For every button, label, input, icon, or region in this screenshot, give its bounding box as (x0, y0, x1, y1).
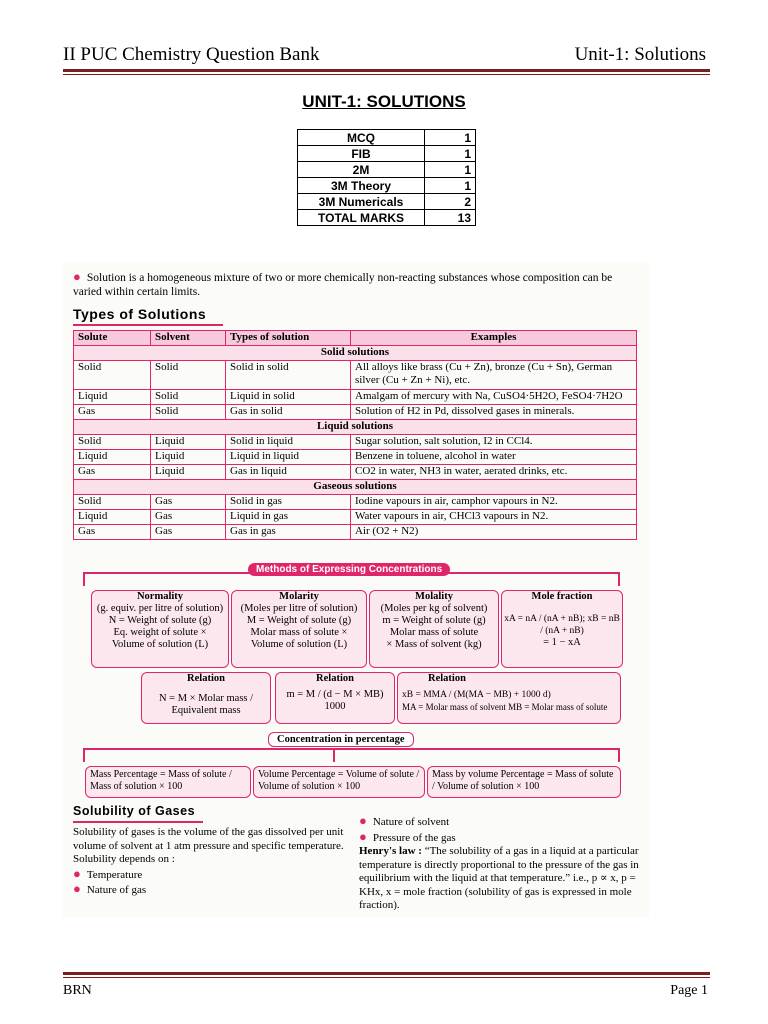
gases-title: Solubility of Gases (73, 804, 196, 818)
cell: Sugar solution, salt solution, I2 in CCl4. (351, 435, 637, 450)
cell: Gas (151, 510, 226, 525)
cell: Liquid in gas (226, 510, 351, 525)
relation-box-3 (397, 672, 621, 724)
pct-formula: = Mass of solute / Mass of solution × 100 (90, 769, 232, 792)
formula-line: = 1 − xA (543, 637, 581, 648)
cell: Liquid (151, 465, 226, 480)
cell: Liquid (74, 450, 151, 465)
cell: Liquid (74, 390, 151, 405)
formula-line: × Mass of solvent (kg) (386, 639, 482, 650)
types-title: Types of Solutions (73, 306, 207, 322)
connector-line (83, 748, 85, 762)
depends-label: Solubility depends on : (73, 853, 175, 865)
henry-text: “The solubility of a gas in a liquid at a particular temperature is directly proportional to the pressure of the gas in equilibrium with the liquid at that temperature.” i.e., p ∝ x, p = KHx, x = mole fraction (solubility of gas is expressed in mole fraction). (359, 845, 639, 911)
cell: Gas in liquid (226, 465, 351, 480)
connector-line (83, 748, 619, 750)
cell: Gas (74, 525, 151, 540)
table-row (74, 495, 637, 510)
table-row (298, 146, 476, 162)
pct-label: Mass by volume Percentage (432, 769, 545, 780)
page-header (63, 44, 706, 70)
footer-left: BRN (63, 983, 92, 998)
formula-line: M = Weight of solute (g) (246, 615, 352, 626)
box-title: Relation (316, 673, 354, 684)
cell: Solid in solid (226, 361, 351, 390)
pct-formula: = Mass of solute / Volume of solution × 100 (432, 769, 614, 792)
table-row (74, 361, 637, 390)
col-header: Solvent (151, 331, 226, 346)
group-row (74, 420, 637, 435)
henry-label: Henry's law : (359, 845, 422, 857)
header-left: II PUC Chemistry Question Bank (63, 44, 320, 65)
table-row (298, 162, 476, 178)
table-row (74, 450, 637, 465)
methods-title: Methods of Expressing Concentrations (248, 563, 450, 576)
textbook-excerpt (63, 262, 649, 917)
table-row (298, 130, 476, 146)
table-row (74, 525, 637, 540)
marks-value: 1 (425, 146, 476, 162)
cell: Air (O2 + N2) (351, 525, 637, 540)
box-title: Molarity (279, 591, 319, 602)
footer-rule-thin (63, 977, 710, 978)
table-row (74, 390, 637, 405)
table-row (74, 510, 637, 525)
formula-line: Eq. weight of solute × (113, 627, 207, 638)
connector-line (83, 572, 85, 586)
cell: Solid in liquid (226, 435, 351, 450)
pct-label: Volume Percentage (258, 769, 336, 780)
cell: Solid (151, 405, 226, 420)
formula-line: Molar mass of solute (389, 627, 479, 638)
gases-left-column (73, 826, 351, 898)
marks-label: TOTAL MARKS (298, 210, 425, 226)
box-title: Relation (428, 673, 466, 684)
marks-value: 1 (425, 178, 476, 194)
cell: Gas (74, 465, 151, 480)
formula-line: xA = nA / (nA + nB); xB = nB / (nA + nB) (504, 614, 620, 636)
box-subtitle: (Moles per kg of solvent) (380, 603, 488, 614)
group-label: Gaseous solutions (74, 480, 637, 495)
concentration-percentage-label: Concentration in percentage (268, 732, 414, 747)
page-number: Page 1 (670, 983, 708, 998)
cell: All alloys like brass (Cu + Zn), bronze (Cu + Sn), German silver (Cu + Zn + Ni), etc. (351, 361, 637, 390)
cell: Water vapours in air, CHCl3 vapours in N2. (351, 510, 637, 525)
cell: Gas (74, 405, 151, 420)
pct-formula: = Volume of solute / Volume of solution × 100 (258, 769, 420, 792)
cell: Gas in gas (226, 525, 351, 540)
formula-line: xB = MMA / (M(MA − MB) + 1000 d) (402, 690, 551, 700)
header-right: Unit-1: Solutions (574, 44, 706, 65)
bullet-icon: ● (359, 828, 367, 844)
group-row (74, 480, 637, 495)
pct-label: Mass Percentage (90, 769, 158, 780)
normality-box (91, 590, 229, 668)
mass-by-volume-box (427, 766, 621, 798)
cell: Solid (151, 390, 226, 405)
cell: Gas in solid (226, 405, 351, 420)
formula-line: Molar mass of solute × (250, 627, 348, 638)
marks-value: 2 (425, 194, 476, 210)
box-subtitle: (Moles per litre of solution) (240, 603, 358, 614)
header-rule-thin (63, 74, 710, 75)
cell: Solid (74, 361, 151, 390)
box-title: Mole fraction (531, 591, 593, 602)
molarity-box (231, 590, 367, 668)
formula-note: MA = Molar mass of solvent MB = Molar mass of solute (402, 702, 608, 712)
intro-paragraph (73, 270, 643, 299)
list-item-text: Nature of solvent (372, 816, 450, 828)
cell: Liquid (151, 450, 226, 465)
relation-box-2 (275, 672, 395, 724)
connector-line (618, 748, 620, 762)
relation-box-1 (141, 672, 271, 724)
group-label: Liquid solutions (74, 420, 637, 435)
connector-line (333, 748, 335, 762)
box-subtitle: (g. equiv. per litre of solution) (96, 603, 224, 614)
cell: CO2 in water, NH3 in water, aerated drinks, etc. (351, 465, 637, 480)
mass-percentage-box (85, 766, 251, 798)
table-header-row (74, 331, 637, 346)
bullet-icon: ● (73, 865, 81, 881)
cell: Benzene in toluene, alcohol in water (351, 450, 637, 465)
list-item (359, 814, 643, 830)
table-row (74, 405, 637, 420)
box-title: Molality (415, 591, 453, 602)
group-label: Solid solutions (74, 346, 637, 361)
table-row (298, 210, 476, 226)
cell: Solution of H2 in Pd, dissolved gases in minerals. (351, 405, 637, 420)
formula-line: Volume of solution (L) (250, 639, 348, 650)
cell: Gas (151, 495, 226, 510)
gases-definition: Solubility of gases is the volume of the gas dissolved per unit volume of solvent at 1 atm pressure and specific temperature. (73, 826, 344, 852)
cell: Iodine vapours in air, camphor vapours in N2. (351, 495, 637, 510)
mole-fraction-box (501, 590, 623, 668)
henrys-law (359, 845, 643, 913)
connector-line (618, 572, 620, 586)
cell: Solid (74, 495, 151, 510)
marks-label: 2M (298, 162, 425, 178)
col-header: Types of solution (226, 331, 351, 346)
marks-label: 3M Theory (298, 178, 425, 194)
marks-value: 1 (425, 162, 476, 178)
volume-percentage-box (253, 766, 425, 798)
table-row (74, 435, 637, 450)
cell: Solid in gas (226, 495, 351, 510)
table-row (298, 178, 476, 194)
marks-value: 13 (425, 210, 476, 226)
formula-line: N = Weight of solute (g) (108, 615, 212, 626)
cell: Solid (151, 361, 226, 390)
group-row (74, 346, 637, 361)
list-item (73, 882, 351, 898)
cell: Liquid in liquid (226, 450, 351, 465)
intro-text: Solution is a homogeneous mixture of two or more chemically non-reacting substances whose composition can be varied within certain limits. (73, 272, 613, 298)
page-title: UNIT-1: SOLUTIONS (302, 92, 466, 111)
list-item (73, 867, 351, 883)
cell: Gas (151, 525, 226, 540)
marks-table (297, 129, 476, 226)
table-row (298, 194, 476, 210)
footer-rule (63, 972, 710, 975)
header-rule (63, 69, 710, 72)
molality-box (369, 590, 499, 668)
types-table (73, 330, 637, 540)
cell: Liquid in solid (226, 390, 351, 405)
types-title-underline (73, 324, 223, 326)
table-row (74, 465, 637, 480)
cell: Solid (74, 435, 151, 450)
list-item (359, 830, 643, 846)
cell: Liquid (151, 435, 226, 450)
marks-label: 3M Numericals (298, 194, 425, 210)
list-item-text: Temperature (86, 868, 143, 881)
bullet-icon: ● (73, 881, 81, 896)
gases-right-column (359, 814, 643, 913)
box-title: Normality (136, 591, 184, 602)
marks-label: FIB (298, 146, 425, 162)
marks-value: 1 (425, 130, 476, 146)
marks-label: MCQ (298, 130, 425, 146)
formula-line: m = Weight of solute (g) (382, 615, 486, 626)
bullet-icon: ● (73, 269, 81, 284)
list-item-text: Pressure of the gas (372, 831, 456, 844)
gases-title-underline (73, 821, 203, 823)
formula-line: Volume of solution (L) (111, 639, 209, 650)
formula-line: N = M × Molar mass / Equivalent mass (158, 693, 254, 716)
list-item-text: Nature of gas (86, 884, 147, 896)
box-title: Relation (187, 673, 225, 684)
col-header: Solute (74, 331, 151, 346)
col-header: Examples (351, 331, 637, 346)
bullet-icon: ● (359, 813, 367, 828)
cell: Liquid (74, 510, 151, 525)
formula-line: 1000 (324, 701, 346, 712)
cell: Amalgam of mercury with Na, CuSO4·5H2O, FeSO4·7H2O (351, 390, 637, 405)
formula-line: m = M / (d − M × MB) (286, 689, 384, 700)
